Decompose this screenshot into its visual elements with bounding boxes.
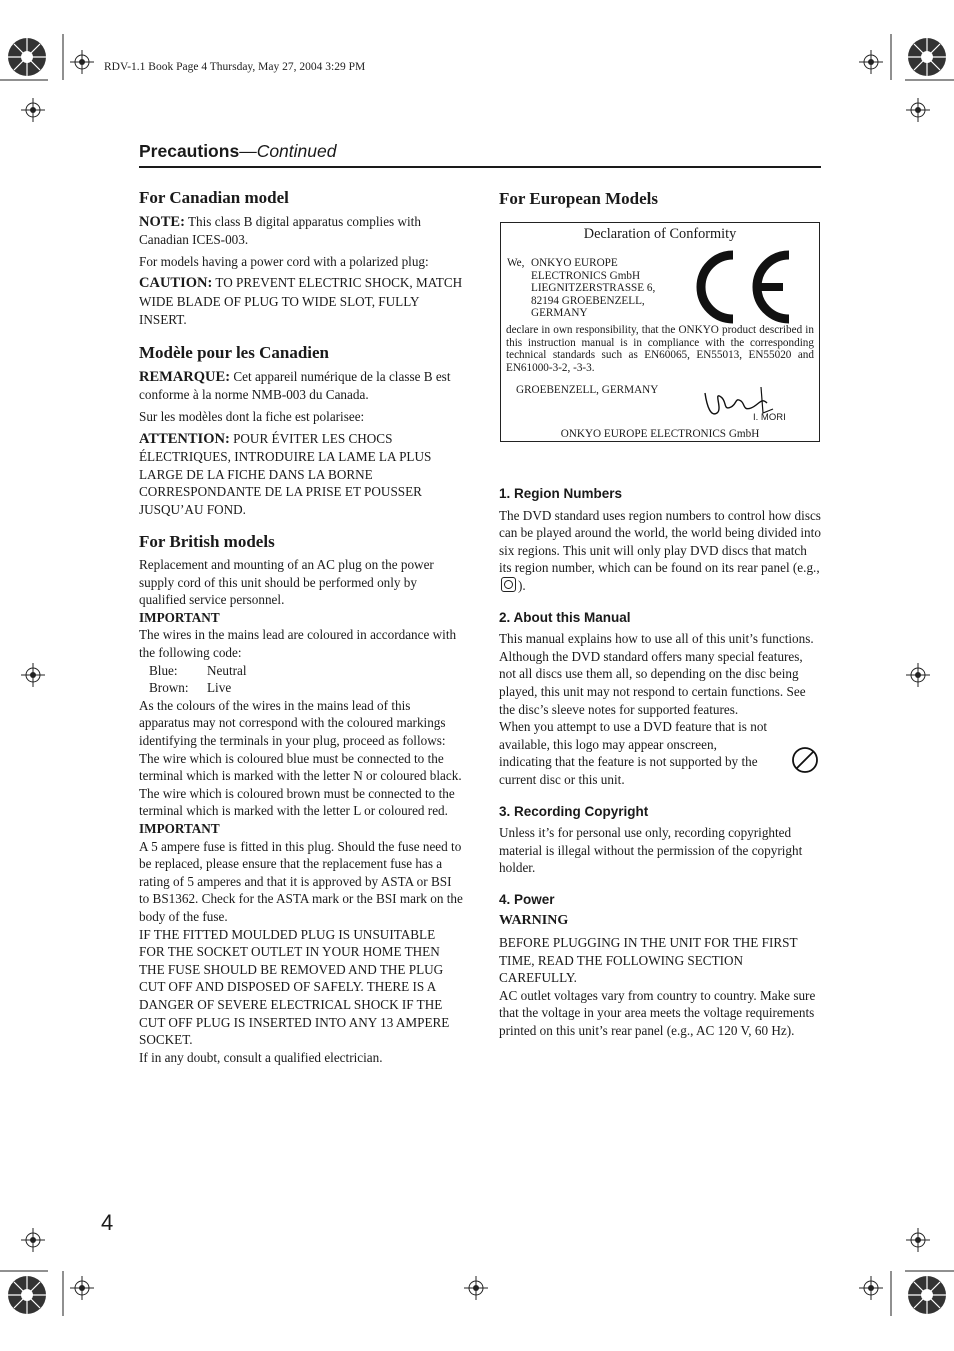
declaration-company: ONKYO EUROPE ELECTRONICS GmbH bbox=[560, 428, 760, 440]
remarque-label: REMARQUE: bbox=[139, 368, 231, 385]
british-important-1: IMPORTANT bbox=[139, 609, 220, 625]
canadian-caution bbox=[139, 274, 463, 328]
caution-text: TO PREVENT ELECTRIC SHOCK, MATCH WIDE BLADE OF PLUG TO WIDE SLOT, FULLY INSERT. bbox=[139, 275, 463, 327]
region-text-end: ). bbox=[518, 577, 526, 593]
canadian-heading: For Canadian model bbox=[139, 188, 289, 207]
declaration-we: We, bbox=[507, 257, 525, 269]
declaration-title: Declaration of Conformity bbox=[583, 226, 737, 242]
european-heading: For European Models bbox=[499, 189, 658, 208]
british-intro: Replacement and mounting of an AC plug on the power supply cord of this unit should be performed only by qualified service personnel. bbox=[139, 557, 434, 608]
manual-heading: 2. About this Manual bbox=[499, 609, 631, 625]
address-line: GERMANY bbox=[531, 307, 588, 320]
address-line: 82194 GROEBENZELL, bbox=[531, 294, 645, 307]
canadien-remarque bbox=[139, 368, 463, 404]
declaration-place: GROEBENZELL, GERMANY bbox=[516, 384, 659, 396]
region-text bbox=[499, 507, 821, 595]
header-rule bbox=[139, 166, 821, 168]
remarque-text: Cet appareil numérique de la classe B est conforme à la norme NMB-003 du Canada. bbox=[139, 368, 451, 403]
code-row-brown bbox=[139, 679, 463, 697]
page-title-text: Precautions bbox=[139, 141, 240, 161]
code-blue-meaning: Neutral bbox=[207, 662, 247, 678]
power-before: BEFORE PLUGGING IN THE UNIT FOR THE FIRST TIME, READ THE FOLLOWING SECTION CAREFULLY. bbox=[499, 935, 798, 986]
declaration-box bbox=[500, 222, 820, 442]
code-row-blue bbox=[139, 662, 463, 680]
attention-text: POUR ÉVITER LES CHOCS ÉLECTRIQUES, INTRODUIRE LA LAME LA PLUS LARGE DE LA FICHE DANS LA BORNE CORRESPONDANTE DE LA PRISE ET POUSSER JUSQU’AU FOND. bbox=[139, 430, 432, 517]
copyright-heading: 3. Recording Copyright bbox=[499, 803, 649, 819]
power-heading: 4. Power bbox=[499, 891, 555, 907]
prohibited-icon bbox=[791, 746, 819, 774]
code-brown-meaning: Live bbox=[207, 680, 232, 696]
left-column bbox=[139, 189, 463, 1066]
british-may-not: As the colours of the wires in the mains lead of this apparatus may not correspond with the coloured markings identifying the terminals in your plug, proceed as follows: bbox=[139, 697, 446, 749]
address-line: ONKYO EUROPE bbox=[531, 257, 618, 269]
right-column bbox=[499, 485, 821, 1040]
manual-logo-text: When you attempt to use a DVD feature that is not available, this logo may appear onscreen, indicating that the feature is not supported by the current disc or this unit. bbox=[499, 719, 768, 787]
canadien-heading: Modèle pour les Canadien bbox=[139, 343, 330, 363]
declaration-text: declare in own responsibility, that the ONKYO product described in this instruction manual is in compliance with the corresponding technical standards such as EN60065, EN55013, EN55020 and EN61000-3-2, -3-3. bbox=[506, 324, 814, 374]
note-label: NOTE: bbox=[139, 213, 185, 230]
region-globe-icon bbox=[501, 577, 516, 592]
british-important-2: IMPORTANT bbox=[139, 821, 220, 836]
declaration-signer: I. MORI bbox=[753, 412, 786, 423]
declaration-address bbox=[531, 257, 681, 320]
british-brown-wire: The wire which is coloured brown must be connected to the terminal which is marked with the letter L or coloured red. bbox=[139, 785, 455, 819]
british-blue-wire: The wire which is coloured blue must be connected to the terminal which is marked with the letter N or coloured black. bbox=[139, 750, 462, 784]
note-text: This class B digital apparatus complies with Canadian ICES-003. bbox=[139, 213, 421, 248]
canadien-attention bbox=[139, 430, 463, 519]
british-unsuitable: IF THE FITTED MOULDED PLUG IS UNSUITABLE FOR THE SOCKET OUTLET IN YOUR HOME THEN THE FUSE SHOULD BE REMOVED AND THE PLUG CUT OFF AND DISPOSED OF SAFELY. THERE IS A DANGER OF SEVERE ELECTRICAL SHOCK IF THE CUT OFF PLUG IS INSERTED INTO ANY 13 AMPERE SOCKET. bbox=[139, 926, 450, 1048]
british-doubt: If in any doubt, consult a qualified electrician. bbox=[139, 1049, 383, 1065]
page-number: 4 bbox=[101, 1210, 114, 1235]
power-warning: WARNING bbox=[499, 913, 569, 929]
canadian-note bbox=[139, 213, 463, 249]
manual-text: This manual explains how to use all of this unit’s functions. Although the DVD standard offers many special features, not all discs use them all, so depending on the disc being played, this unit may not respond to certain functions. See the disc’s sleeve notes for supported features. bbox=[499, 631, 814, 717]
region-heading: 1. Region Numbers bbox=[499, 486, 623, 501]
british-heading: For British models bbox=[139, 531, 275, 551]
address-line: LIEGNITZERSTRASSE 6, bbox=[531, 282, 656, 295]
code-blue-label: Blue: bbox=[149, 662, 178, 678]
ce-mark-icon bbox=[691, 249, 797, 325]
caution-label: CAUTION: bbox=[139, 275, 213, 292]
page-title bbox=[139, 141, 336, 162]
canadien-polarisee: Sur les modèles dont la fiche est polarisee: bbox=[139, 408, 365, 424]
copyright-text: Unless it’s for personal use only, recording copyrighted material is illegal without the permission of the copyright holder. bbox=[499, 825, 803, 876]
canadian-polarized: For models having a power cord with a polarized plug: bbox=[139, 253, 429, 269]
british-fuse: A 5 ampere fuse is fitted in this plug. Should the fuse need to be replaced, please ensure that the replacement fuse has a rating of 5 amperes and that it is approved by ASTA or BSI to BS1362. Check for the ASTA mark or the BSI mark on the body of the fuse. bbox=[139, 838, 463, 924]
power-ac: AC outlet voltages vary from country to country. Make sure that the voltage in your area meets the voltage requirements printed on this unit’s rear panel (e.g., AC 120 V, 60 Hz). bbox=[499, 987, 816, 1039]
region-text-main: The DVD standard uses region numbers to control how discs can be played around the world, the world being divided into six regions. This unit will only play DVD discs that match its region number, which can be found on its rear panel (e.g., bbox=[499, 507, 821, 576]
address-line: ELECTRONICS GmbH bbox=[531, 269, 641, 282]
code-brown-label: Brown: bbox=[149, 680, 189, 696]
print-info: RDV-1.1 Book Page 4 Thursday, May 27, 2004 3:29 PM bbox=[104, 61, 366, 73]
page-title-continued: —Continued bbox=[239, 141, 337, 161]
attention-label: ATTENTION: bbox=[139, 430, 230, 447]
british-wires: The wires in the mains lead are coloured in accordance with the following code: bbox=[139, 627, 457, 661]
